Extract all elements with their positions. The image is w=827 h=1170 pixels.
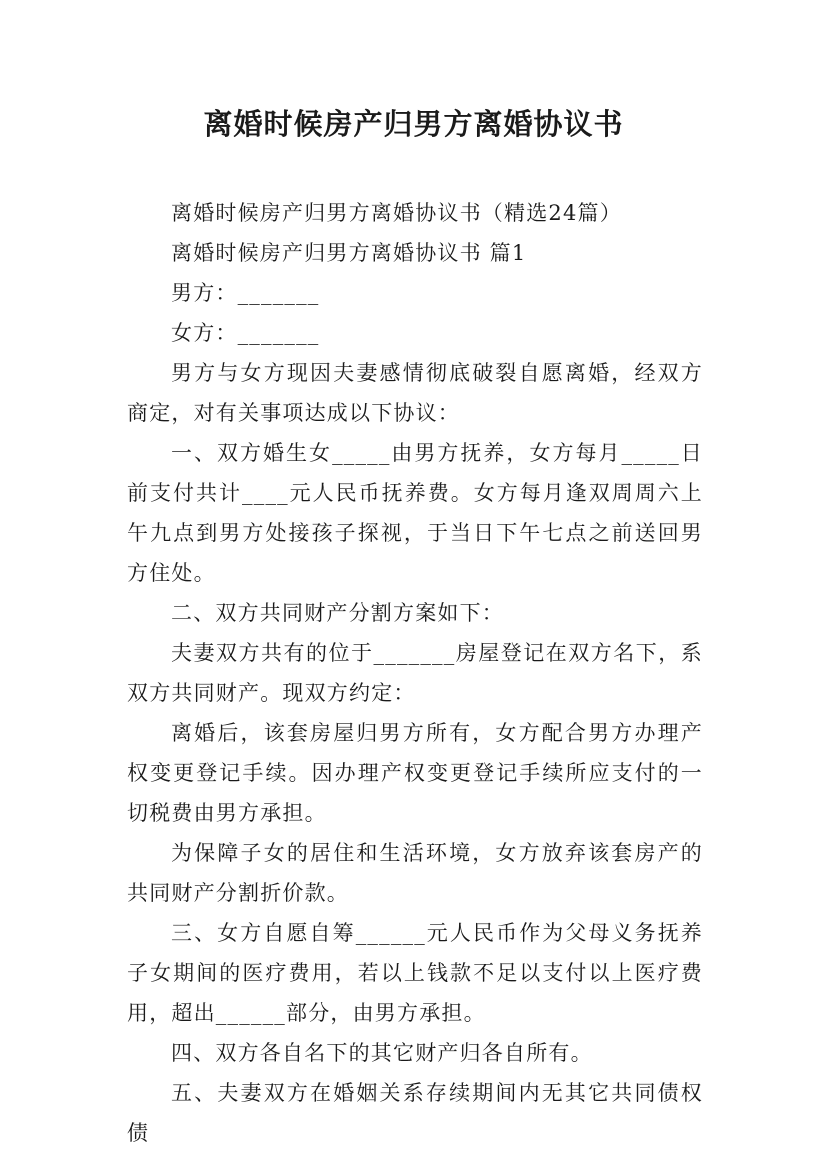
- paragraph-clause-1: 一、双方婚生女_____由男方抚养，女方每月_____日前支付共计____元人民币抚养费。女方每月逢双周周六上午九点到男方处接孩子探视，于当日下午七点之前送回男方住处。: [127, 441, 703, 585]
- paragraph-clause-5: 五、夫妻双方在婚姻关系存续期间内无其它共同债权债: [127, 1081, 703, 1145]
- paragraph-clause-3: 三、女方自愿自筹______元人民币作为父母义务抚养子女期间的医疗费用，若以上钱款不足以支付以上医疗费用，超出______部分，由男方承担。: [127, 921, 703, 1025]
- paragraph-intro: 男方与女方现因夫妻感情彻底破裂自愿离婚，经双方商定，对有关事项达成以下协议：: [127, 361, 703, 425]
- document-body: [127, 193, 703, 1153]
- paragraph-male-party: 男方：_______: [171, 281, 320, 305]
- paragraph-clause-2-ownership: 离婚后，该套房屋归男方所有，女方配合男方办理产权变更登记手续。因办理产权变更登记手续所应支付的一切税费由男方承担。: [127, 721, 703, 825]
- paragraph-female-party: 女方：_______: [171, 321, 320, 345]
- paragraph-section-heading: 离婚时候房产归男方离婚协议书 篇1: [171, 241, 527, 265]
- document-title: 离婚时候房产归男方离婚协议书: [203, 107, 624, 141]
- paragraph-clause-2-waiver: 为保障子女的居住和生活环境，女方放弃该套房产的共同财产分割折价款。: [127, 841, 703, 905]
- paragraph-clause-2-property: 夫妻双方共有的位于_______房屋登记在双方名下，系双方共同财产。现双方约定：: [127, 641, 703, 705]
- paragraph-clause-4: 四、双方各自名下的其它财产归各自所有。: [171, 1041, 593, 1065]
- paragraph-subtitle: 离婚时候房产归男方离婚协议书（精选24篇）: [171, 201, 622, 225]
- paragraph-clause-2-heading: 二、双方共同财产分割方案如下：: [171, 601, 504, 625]
